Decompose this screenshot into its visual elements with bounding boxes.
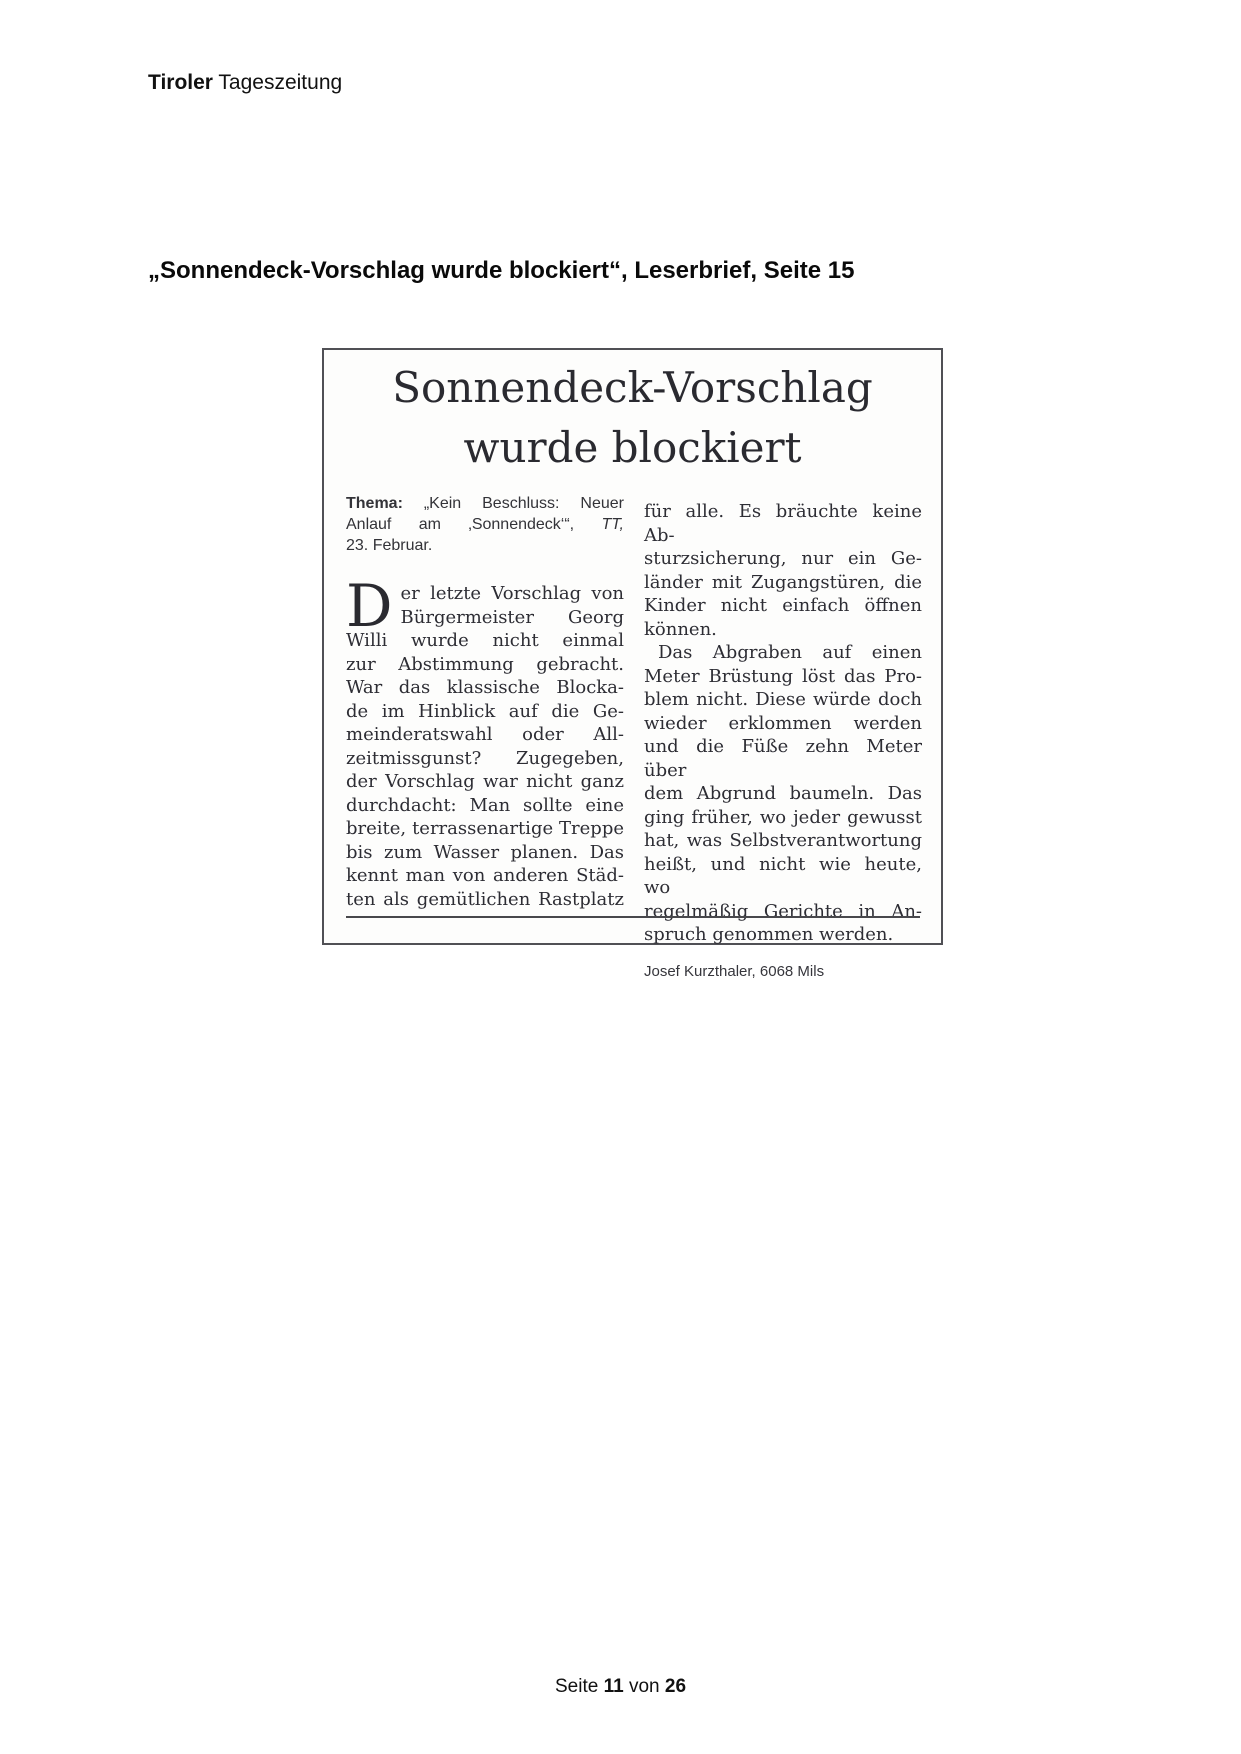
article-column-left	[346, 493, 624, 911]
letter-signature: Josef Kurzthaler, 6068 Mils	[644, 962, 825, 980]
article-line: meinderatswahl oder All-	[346, 724, 624, 745]
article-line: de im Hinblick auf die Ge-	[346, 700, 624, 722]
brand-bold: Tiroler	[148, 71, 213, 94]
article-line: durchdacht: Man sollte eine	[346, 794, 624, 816]
article-line: zur Abstimmung gebracht.	[346, 653, 624, 675]
article-line: bis zum Wasser planen. Das	[346, 841, 624, 863]
article-line: länder mit Zugangstüren, die	[644, 571, 922, 593]
thema-line	[346, 514, 624, 535]
article-line: er letzte Vorschlag von	[400, 583, 624, 604]
article-line: für alle. Es bräuchte keine Ab-	[644, 501, 922, 546]
article-line: und die Füße zehn Meter über	[644, 736, 922, 781]
thema-segment: Anlauf am ‚Sonnendeck‘“,	[346, 516, 602, 533]
article-line: wieder erklommen werden	[644, 712, 922, 734]
article-line: Kinder nicht einfach öffnen	[644, 595, 922, 616]
article-line: hat, was Selbstverantwortung	[644, 830, 922, 851]
article-line: Meter Brüstung löst das Pro-	[644, 665, 922, 687]
article-line: Das Abgraben auf einen	[658, 642, 922, 663]
article-headline-line2: wurde blockiert	[463, 423, 802, 472]
thema-segment: „Kein Beschluss: Neuer	[402, 495, 624, 512]
thema-segment: TT,	[601, 516, 624, 533]
article-headline-line1: Sonnendeck-Vorschlag	[392, 363, 873, 412]
article-line: der Vorschlag war nicht ganz	[346, 771, 624, 792]
article-line: War das klassische Blocka-	[346, 677, 624, 698]
footer-label: Seite	[554, 1676, 604, 1697]
thema-line	[346, 493, 624, 514]
article-line: ten als gemütlichen Rastplatz	[346, 888, 624, 910]
newspaper-clipping	[322, 348, 943, 980]
article-line: spruch genommen werden.	[644, 924, 894, 945]
article-body-left	[346, 572, 624, 911]
article-line: regelmäßig Gerichte in An-	[644, 900, 922, 922]
drop-cap: D	[346, 572, 393, 640]
article-line: heißt, und nicht wie heute, wo	[644, 853, 922, 898]
article-line: blem nicht. Diese würde doch	[644, 689, 922, 710]
article-column-right	[644, 500, 922, 980]
footer-of: von	[623, 1676, 665, 1697]
footer-current-page: 11	[603, 1676, 624, 1697]
thema-line	[346, 535, 624, 556]
article-headline	[324, 358, 941, 478]
article-line: dem Abgrund baumeln. Das	[644, 783, 922, 804]
thema-segment: Thema:	[346, 495, 403, 512]
page-title: „Sonnendeck-Vorschlag wurde blockiert“, Leserbrief, Seite 15	[148, 257, 855, 284]
bottom-rule	[346, 916, 920, 918]
article-line: breite, terrassenartige Treppe	[346, 818, 624, 839]
newspaper-brand	[148, 70, 342, 96]
article-line: zeitmissgunst? Zugegeben,	[346, 747, 624, 769]
article-body-right	[644, 500, 922, 947]
thema-block	[346, 493, 624, 556]
thema-segment: 23. Februar.	[346, 537, 433, 554]
article-line: Willi wurde nicht einmal	[346, 630, 624, 651]
article-line: kennt man von anderen Städ-	[346, 865, 624, 886]
footer-total-pages: 26	[664, 1676, 687, 1697]
article-line: ging früher, wo jeder gewusst	[644, 806, 922, 828]
page-footer	[0, 1676, 1241, 1698]
brand-regular: Tageszeitung	[212, 71, 343, 94]
article-line: sturzsicherung, nur ein Ge-	[644, 548, 922, 569]
article-line: können.	[644, 618, 717, 640]
article-line: Bürgermeister Georg	[400, 606, 624, 628]
